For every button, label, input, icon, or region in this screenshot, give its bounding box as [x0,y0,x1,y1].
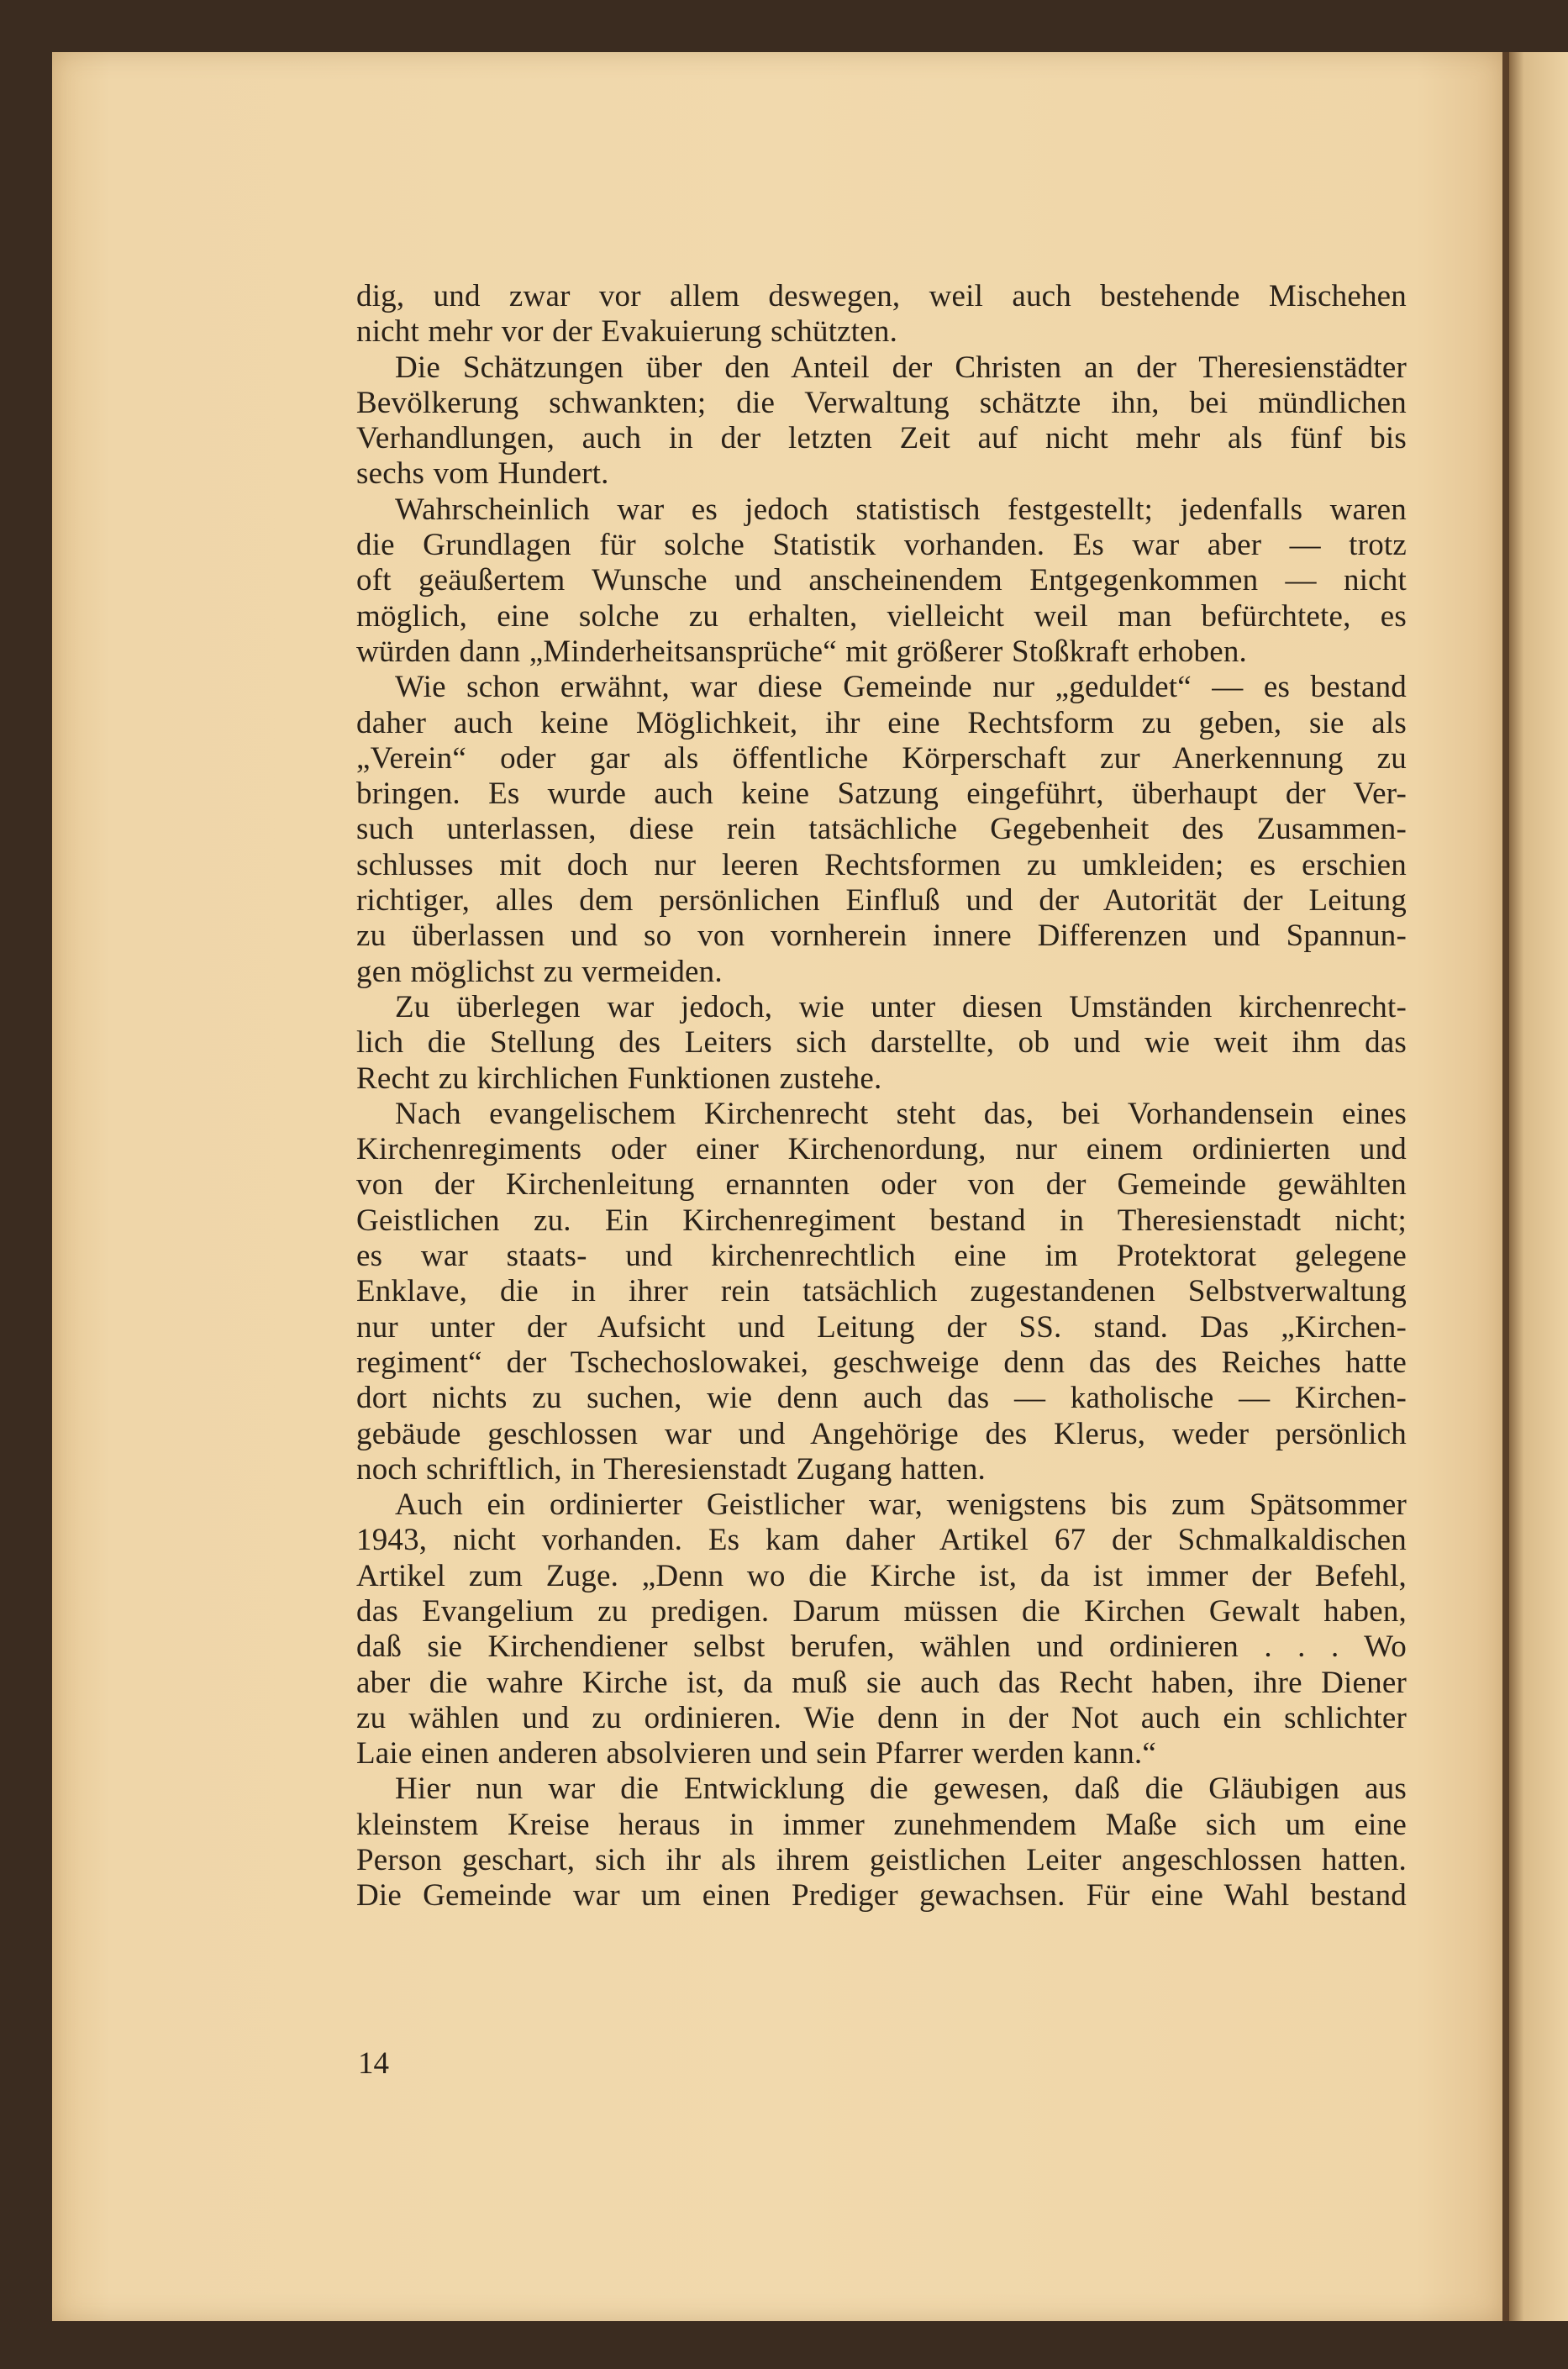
text-line: die Grundlagen für solche Statistik vorhanden. Es war aber — trotz [356,528,1407,563]
text-line: bringen. Es wurde auch keine Satzung eingeführt, überhaupt der Ver- [356,777,1407,812]
adjacent-page-edge [1509,52,1568,2321]
text-line: Geistlichen zu. Ein Kirchenregiment bestand in Theresienstadt nicht; [356,1203,1407,1238]
text-line: Artikel zum Zuge. „Denn wo die Kirche ist, da ist immer der Befehl, [356,1558,1407,1593]
text-line: schlusses mit doch nur leeren Rechtsformen zu umkleiden; es erschien [356,847,1407,882]
paragraph [356,670,1407,990]
text-line: „Verein“ oder gar als öffentliche Körperschaft zur Anerkennung zu [356,740,1407,776]
text-line: aber die wahre Kirche ist, da muß sie auch das Recht haben, ihre Diener [356,1665,1407,1700]
page-gutter [1502,52,1509,2321]
paragraph [356,990,1407,1097]
text-line: Wahrscheinlich war es jedoch statistisch festgestellt; jedenfalls waren [395,492,1407,527]
paragraph [356,1097,1407,1487]
text-line: zu überlassen und so von vornherein innere Differenzen und Spannun- [356,919,1407,954]
text-line: Verhandlungen, auch in der letzten Zeit auf nicht mehr als fünf bis [356,421,1407,456]
text-line: Auch ein ordinierter Geistlicher war, wenigstens bis zum Spätsommer [395,1487,1407,1523]
text-line: noch schriftlich, in Theresienstadt Zugang hatten. [356,1451,986,1487]
text-line: von der Kirchenleitung ernannten oder von der Gemeinde gewählten [356,1167,1407,1203]
paragraph [356,492,1407,670]
text-line: sechs vom Hundert. [356,456,609,492]
body-text [356,279,1407,1914]
text-line: nur unter der Aufsicht und Leitung der SS. stand. Das „Kirchen- [356,1309,1407,1345]
text-line: gebäude geschlossen war und Angehörige des Klerus, weder persönlich [356,1416,1407,1451]
text-line: daß sie Kirchendiener selbst berufen, wählen und ordinieren . . . Wo [356,1629,1407,1665]
text-line: würden dann „Minderheitsansprüche“ mit größerer Stoßkraft erhoben. [356,634,1247,669]
page-number: 14 [358,2046,389,2081]
text-line: dig, und zwar vor allem deswegen, weil auch bestehende Mischehen [356,279,1407,313]
text-line: das Evangelium zu predigen. Darum müssen die Kirchen Gewalt haben, [356,1593,1407,1629]
text-line: Recht zu kirchlichen Funktionen zustehe. [356,1061,882,1096]
text-line: such unterlassen, diese rein tatsächliche Gegebenheit des Zusammen- [356,812,1407,847]
text-line: 1943, nicht vorhanden. Es kam daher Artikel 67 der Schmalkaldischen [356,1523,1407,1558]
text-line: dort nichts zu suchen, wie denn auch das — katholische — Kirchen- [356,1381,1407,1416]
text-line: Nach evangelischem Kirchenrecht steht das, bei Vorhandensein eines [395,1096,1407,1131]
text-line: Wie schon erwähnt, war diese Gemeinde nur „geduldet“ — es bestand [395,670,1407,705]
text-line: Die Gemeinde war um einen Prediger gewachsen. Für eine Wahl bestand [356,1878,1407,1914]
text-line: lich die Stellung des Leiters sich darstellte, ob und wie weit ihm das [356,1025,1407,1061]
text-line: kleinstem Kreise heraus in immer zunehmendem Maße sich um eine [356,1807,1407,1842]
text-line: Zu überlegen war jedoch, wie unter diesen Umständen kirchenrecht- [395,989,1407,1024]
text-line: möglich, eine solche zu erhalten, vielleicht weil man befürchtete, es [356,598,1407,634]
text-line: daher auch keine Möglichkeit, ihr eine Rechtsform zu geben, sie als [356,705,1407,740]
text-line: Hier nun war die Entwicklung die gewesen, daß die Gläubigen aus [395,1771,1407,1807]
paragraph [356,1487,1407,1771]
paragraph [356,1771,1407,1914]
text-line: Kirchenregiments oder einer Kirchenordung, nur einem ordinierten und [356,1132,1407,1167]
text-line: zu wählen und zu ordinieren. Wie denn in der Not auch ein schlichter [356,1700,1407,1735]
text-line: Laie einen anderen absolvieren und sein Pfarrer werden kann.“ [356,1736,1156,1771]
text-line: Die Schätzungen über den Anteil der Christen an der Theresienstädter [395,350,1407,385]
text-line: Person geschart, sich ihr als ihrem geistlichen Leiter angeschlossen hatten. [356,1843,1407,1878]
text-line: regiment“ der Tschechoslowakei, geschweige denn das des Reiches hatte [356,1345,1407,1380]
book-page [52,52,1504,2321]
paragraph [356,279,1407,350]
text-line: Bevölkerung schwankten; die Verwaltung schätzte ihn, bei mündlichen [356,385,1407,420]
paragraph [356,350,1407,492]
text-line: es war staats- und kirchenrechtlich eine im Protektorat gelegene [356,1239,1407,1274]
text-line: richtiger, alles dem persönlichen Einfluß und der Autorität der Leitung [356,883,1407,919]
text-line: gen möglichst zu vermeiden. [356,954,723,989]
text-line: oft geäußertem Wunsche und anscheinendem Entgegenkommen — nicht [356,563,1407,598]
text-line: Enklave, die in ihrer rein tatsächlich zugestandenen Selbstverwaltung [356,1274,1407,1309]
text-line: nicht mehr vor der Evakuierung schützten. [356,314,898,350]
